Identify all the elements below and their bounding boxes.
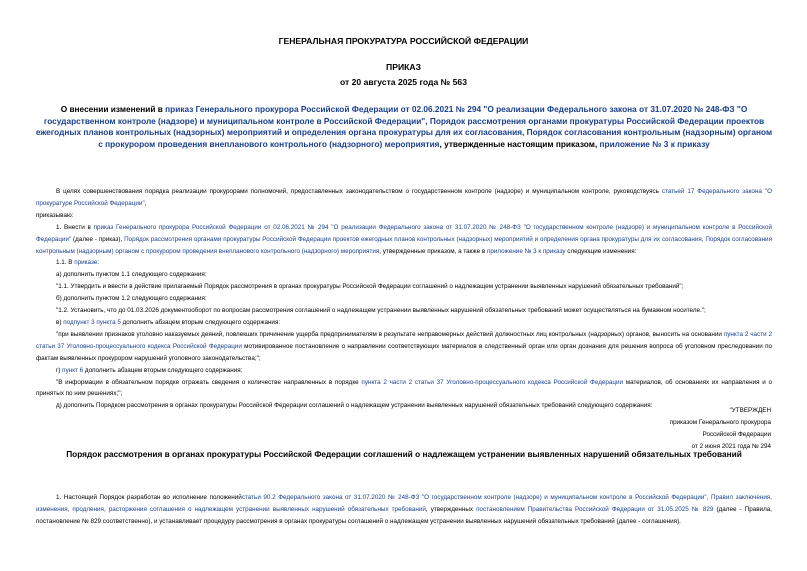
decree-link[interactable]: постановлением Правительства Российской Федерации от 31.05.2025 № 829 — [476, 505, 714, 513]
paragraph: в) подпункт 3 пункта 5 дополнить абзацем вторым следующего содержания: — [56, 318, 281, 326]
law-link[interactable]: статьей 17 Федерального закона "О прокуратуре Российской Федерации" — [36, 188, 772, 207]
org-name: ГЕНЕРАЛЬНАЯ ПРОКУРАТУРА РОССИЙСКОЙ ФЕДЕРАЦИИ — [278, 36, 529, 46]
subclause-link[interactable]: подпункт 3 пункта 5 — [63, 318, 121, 326]
title-mid: , утвержденные настоящим приказом, — [439, 138, 600, 149]
paragraph: "В информации в обязательном порядке отражать сведения о количестве направленных в порядке пункта 2 части 2 статьи 37 Уголовно-процессуального кодекса Российской Федерации материалов, об основаниях их направления и о принятых по ним решениях;"; — [36, 378, 773, 398]
approval-line: "УТВЕРЖДЕН — [729, 407, 771, 414]
paragraph: б) дополнить пунктом 1.2 следующего содержания: — [56, 295, 207, 303]
paragraph: а) дополнить пунктом 1.1 следующего содержания: — [56, 271, 207, 279]
paragraph: "при выявлении признаков уголовно наказуемых деяний, повлекших причинение ущерба предпринимателям в результате неправомерных действий должностных лиц контрольных (надзорных) органов, выносить на основании пункта 2 части 2 статьи 37 Уголовно-процессуального кодекса Российской Федерации мотивированное постановление о направлении соответствующих материалов в следственный орган или орган дознания для решения вопроса об уголовном преследовании по фактам выявленных прокурором нарушений уголовного законодательства;"; — [36, 330, 773, 362]
section-title: Порядок рассмотрения в органах прокуратуры Российской Федерации соглашений о надлежащем устранении выявленных нарушений обязательных требований — [66, 449, 742, 459]
paragraph: 1. Настоящий Порядок разработан во исполнение положенийстатьи 90.2 Федерального закона от 31.07.2020 № 248-ФЗ "О государственном контроле (надзоре) и муниципальном контроле в Российской Федерации", Правил заключения, изменения, продления, расторжения соглашения о надлежащем устранении выявленных нарушений обязательных требований, утвержденных постановлением Правительства Российской Федерации от 31.05.2025 № 829 (далее - Правила, постановление № 829 соответственно), и устанавливает процедуру рассмотрения в органах прокуратуры соглашений о надлежащем устранении выявленных нарушений обязательных требований (далее - соглашения). — [36, 494, 772, 525]
section-body — [36, 492, 772, 528]
title-link-appendix[interactable]: приложение № 3 к приказу — [599, 138, 710, 149]
paragraph: "1.2. Установить, что до 01.03.2026 документооборот по вопросам рассмотрения соглашений о надлежащем устранении выявленных нарушений обязательных требований может осуществляться на бумажном носителе."; — [56, 307, 706, 315]
paragraph: 1.1. В приказе: — [56, 259, 100, 267]
appendix-link[interactable]: приложение № 3 к приказу — [487, 247, 566, 255]
doc-date-number: от 20 августа 2025 года № 563 — [340, 77, 467, 87]
doc-title — [34, 104, 774, 150]
doc-body — [36, 186, 772, 412]
approval-line: приказом Генерального прокурора — [669, 418, 771, 426]
order-link[interactable]: приказ Генерального прокурора Российской Федерации от 02.06.2021 № 294 "О реализации Федерального закона от 31.07.2020 № 248-ФЗ "О государственном контроле (надзоре) и муниципальном контроле в Российской Федерации" — [36, 223, 772, 243]
procedure-link[interactable]: Порядок рассмотрения органами прокуратуры Российской Федерации проектов ежегодных планов контрольных (надзорных) мероприятий и определения органа прокуратуры для их согласования, Порядок согласования контрольным (надзорным) органом с прокурором проведения внепланового контрольного (надзорного) мероприятия — [36, 235, 772, 255]
approval-line: от 2 июня 2021 года № 294 — [691, 442, 771, 450]
paragraph: г) пункт 6 дополнить абзацем вторым следующего содержания: — [56, 366, 243, 374]
paragraph: "1.1. Утвердить и ввести в действие прилагаемый Порядок рассмотрения в органах прокуратуры Российской Федерации соглашений о надлежащем устранении выявленных нарушений обязательных требований"; — [56, 283, 684, 291]
approval-block — [670, 405, 771, 453]
paragraph: д) дополнить Порядком рассмотрения в органах прокуратуры Российской Федерации соглашений о надлежащем устранении выявленных нарушений обязательных требований следующего содержания: — [56, 402, 653, 410]
code-link[interactable]: пункта 2 части 2 статьи 37 Уголовно-процессуального кодекса Российской Федерации — [361, 378, 624, 386]
approval-line: Российской Федерации — [702, 430, 771, 438]
code-link[interactable]: пункта 2 части 2 статьи 37 Уголовно-процессуального кодекса Российской Федерации — [36, 330, 772, 350]
title-link-order[interactable]: приказ Генерального прокурора Российской Федерации от 02.06.2021 № 294 "О реализации Федерального закона от 31.07.2020 № 248-ФЗ "О государственном контроле (надзоре) и муниципальном контроле в Российской Федерации", Порядок рассмотрения органами прокуратуры Российской Федерации проектов ежегодных планов контрольных (надзорных) мероприятий и определения органа прокуратуры для их согласования, Порядок согласования контрольным (надзорным) органом с прокурором проведения внепланового контрольного (надзорного) мероприятия — [35, 104, 773, 149]
paragraph: приказываю: — [36, 211, 74, 219]
title-prefix: О внесении изменений в — [60, 104, 166, 114]
clause-link[interactable]: пункт 6 — [62, 366, 84, 374]
order-link[interactable]: приказе — [74, 259, 98, 267]
paragraph: 1. Внести в приказ Генерального прокурора Российской Федерации от 02.06.2021 № 294 "О реализации Федерального закона от 31.07.2020 № 248-ФЗ "О государственном контроле (надзоре) и муниципальном контроле в Российской Федерации" (далее - приказ), Порядок рассмотрения органами прокуратуры Российской Федерации проектов ежегодных планов контрольных (надзорных) мероприятий и определения органа прокуратуры для их согласования, Порядок согласования контрольным (надзорным) органом с прокурором проведения внепланового контрольного (надзорного) мероприятия, утвержденные приказом, а также в приложение № 3 к приказу следующие изменения: — [36, 223, 772, 255]
law-link[interactable]: статьи 90.2 Федерального закона от 31.07.2020 № 248-ФЗ "О государственном контроле (надзоре) и муниципальном контроле в Российской Федерации", Правил заключения, изменения, продления, расторжения соглашения о надлежащем устранении выявленных нарушений обязательных требований — [36, 494, 772, 513]
doc-type: ПРИКАЗ — [386, 62, 421, 72]
paragraph: В целях совершенствования порядка реализации прокурорами полномочий, предоставленных законодательством о государственном контроле (надзоре) и муниципальном контроле, руководствуясь статьей 17 Федерального закона "О прокуратуре Российской Федерации", — [36, 188, 772, 207]
